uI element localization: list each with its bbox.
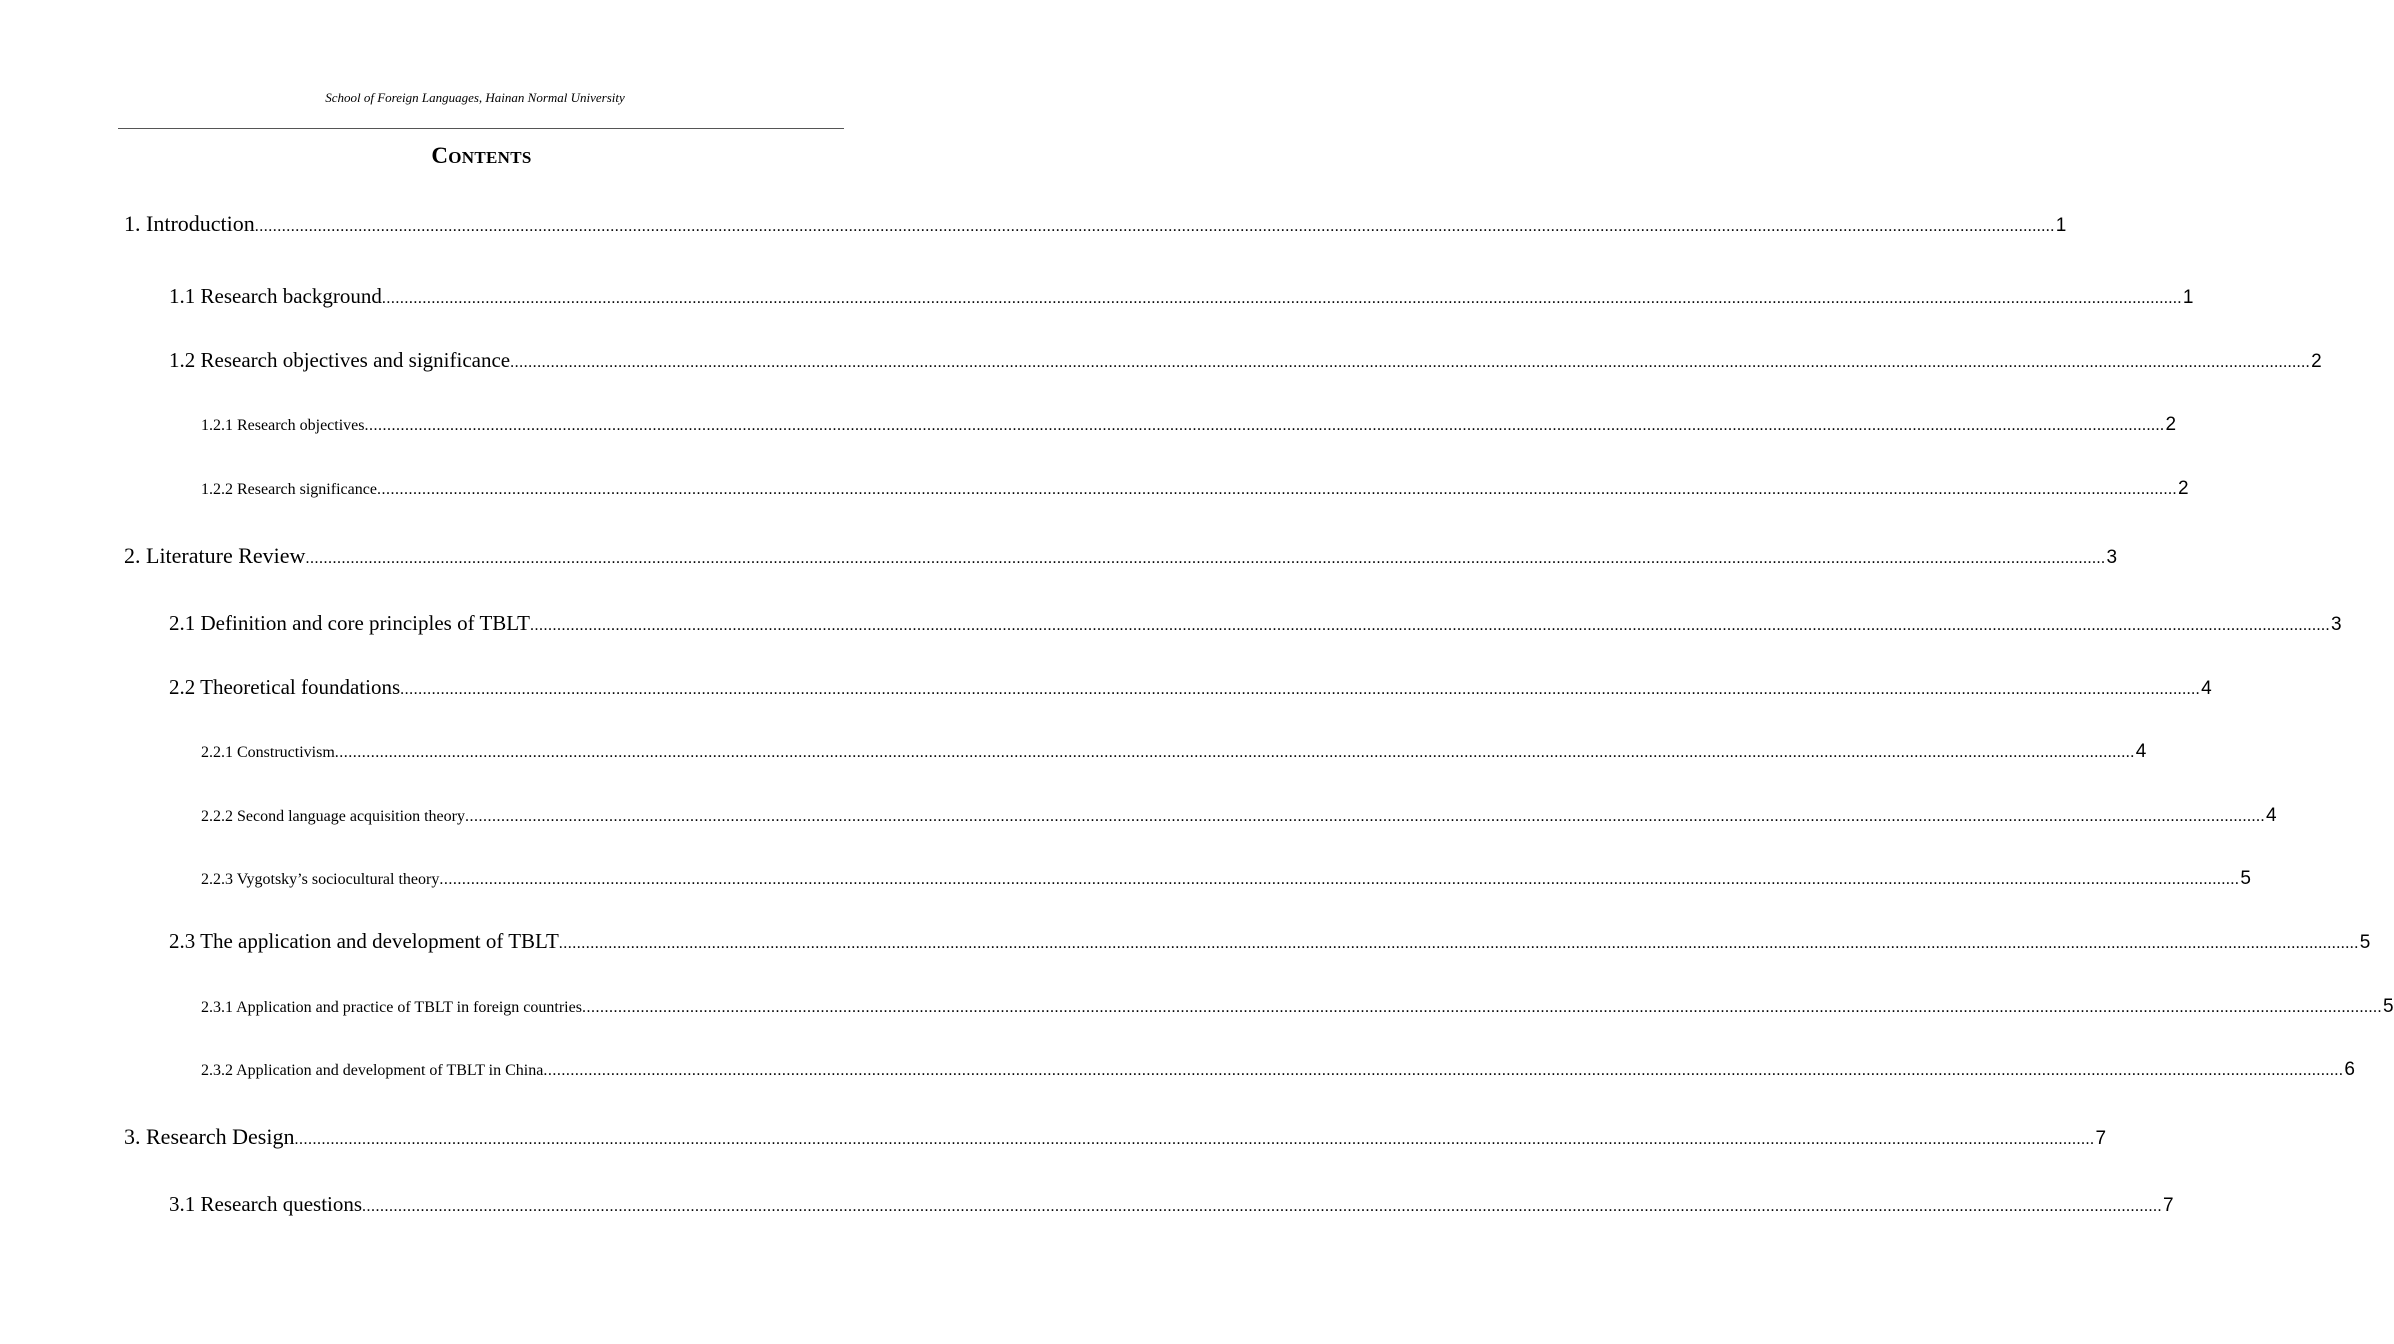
- toc-entry-label: 2.2 Theoretical foundations: [169, 675, 401, 699]
- toc-entry[interactable]: [124, 211, 2067, 237]
- toc-entry[interactable]: [201, 478, 2189, 500]
- toc-entry-leader: ................................................................................................................................................................................................................................................................................................................................................................................................................: [464, 808, 2265, 825]
- toc-entry-label: 1.2.2 Research significance: [201, 481, 377, 498]
- toc-entry-page: 4: [2265, 805, 2277, 826]
- toc-entry[interactable]: [169, 284, 2194, 309]
- toc-entry-leader: ................................................................................................................................................................................................................................................................................................................................................................................................................: [400, 681, 2201, 698]
- toc-entry-leader: ................................................................................................................................................................................................................................................................................................................................................................................................................: [334, 744, 2135, 761]
- toc-entry-label: 3. Research Design: [124, 1124, 295, 1149]
- toc-entry-page: 7: [2095, 1128, 2107, 1149]
- toc-entry-page: 1: [2182, 287, 2194, 308]
- toc-entry-page: 2: [2177, 478, 2189, 499]
- toc-entry-label: 2.3.2 Application and development of TBLT in China: [201, 1062, 544, 1079]
- toc-entry[interactable]: [169, 611, 2342, 636]
- toc-entry-label: 2.2.2 Second language acquisition theory: [201, 808, 465, 825]
- toc-entry[interactable]: [124, 543, 2118, 569]
- toc-entry[interactable]: [201, 1059, 2355, 1081]
- toc-entry-leader: ................................................................................................................................................................................................................................................................................................................................................................................................................: [510, 354, 2311, 371]
- toc-entry[interactable]: [201, 741, 2147, 763]
- toc-entry-leader: ................................................................................................................................................................................................................................................................................................................................................................................................................: [294, 1131, 2095, 1148]
- contents-title-initial: C: [431, 143, 449, 168]
- contents-title-rest: ONTENTS: [448, 148, 532, 167]
- toc-entry[interactable]: [169, 929, 2371, 954]
- toc-entry-page: 7: [2163, 1195, 2174, 1216]
- toc-entry-leader: ................................................................................................................................................................................................................................................................................................................................................................................................................: [581, 999, 2382, 1016]
- toc-entry[interactable]: [169, 675, 2212, 700]
- toc-entry-leader: ................................................................................................................................................................................................................................................................................................................................................................................................................: [254, 218, 2055, 235]
- toc-entry-leader: ................................................................................................................................................................................................................................................................................................................................................................................................................: [439, 871, 2240, 888]
- toc-entry-leader: ................................................................................................................................................................................................................................................................................................................................................................................................................: [362, 1198, 2163, 1215]
- toc-entry-leader: ................................................................................................................................................................................................................................................................................................................................................................................................................: [364, 417, 2165, 434]
- toc-entry-leader: ................................................................................................................................................................................................................................................................................................................................................................................................................: [376, 481, 2177, 498]
- toc-entry-label: 1.1 Research background: [169, 284, 382, 308]
- toc-entry-page: 5: [2240, 868, 2251, 889]
- toc-entry-label: 2.3.1 Application and practice of TBLT in foreign countries: [201, 999, 582, 1016]
- toc-entry-label: 1.2.1 Research objectives: [201, 417, 365, 434]
- toc-entry-leader: ................................................................................................................................................................................................................................................................................................................................................................................................................: [305, 550, 2106, 567]
- toc-entry[interactable]: [201, 805, 2277, 827]
- toc-entry-page: 2: [2165, 414, 2177, 435]
- toc-entry-leader: ................................................................................................................................................................................................................................................................................................................................................................................................................: [543, 1062, 2344, 1079]
- toc-entry-label: 3.1 Research questions: [169, 1192, 363, 1216]
- toc-entry-page: 1: [2055, 215, 2067, 236]
- toc-entry[interactable]: [169, 1192, 2174, 1217]
- toc-entry[interactable]: [201, 868, 2251, 890]
- toc-entry-label: 1. Introduction: [124, 211, 255, 236]
- toc-entry-page: 4: [2201, 678, 2212, 699]
- page-header: School of Foreign Languages, Hainan Normal University: [325, 90, 625, 105]
- toc-entry-label: 2.1 Definition and core principles of TBLT: [169, 611, 531, 635]
- toc-entry-label: 2.3 The application and development of TBLT: [169, 929, 559, 953]
- toc-entry-label: 2.2.3 Vygotsky’s sociocultural theory: [201, 871, 440, 888]
- toc-entry-leader: ................................................................................................................................................................................................................................................................................................................................................................................................................: [381, 290, 2182, 307]
- toc-entry[interactable]: [201, 414, 2177, 436]
- contents-title: [0, 143, 963, 169]
- toc-entry[interactable]: [169, 348, 2322, 373]
- header-divider: [118, 128, 844, 129]
- toc-entry-page: 6: [2344, 1059, 2355, 1080]
- toc-entry-label: 2.2.1 Constructivism: [201, 744, 335, 761]
- toc-entry-page: 3: [2331, 614, 2342, 635]
- toc-entry[interactable]: [201, 996, 2394, 1018]
- toc-entry-leader: ................................................................................................................................................................................................................................................................................................................................................................................................................: [530, 617, 2331, 634]
- toc-entry-page: 4: [2135, 741, 2147, 762]
- toc-entry-page: 2: [2311, 351, 2322, 372]
- toc-entry-page: 5: [2359, 932, 2371, 953]
- toc-entry-label: 1.2 Research objectives and significance: [169, 348, 511, 372]
- toc-entry-leader: ................................................................................................................................................................................................................................................................................................................................................................................................................: [558, 935, 2359, 952]
- toc-entry-label: 2. Literature Review: [124, 543, 306, 568]
- toc-entry-page: 3: [2106, 547, 2118, 568]
- toc-entry-page: 5: [2382, 996, 2394, 1017]
- toc-entry[interactable]: [124, 1124, 2107, 1150]
